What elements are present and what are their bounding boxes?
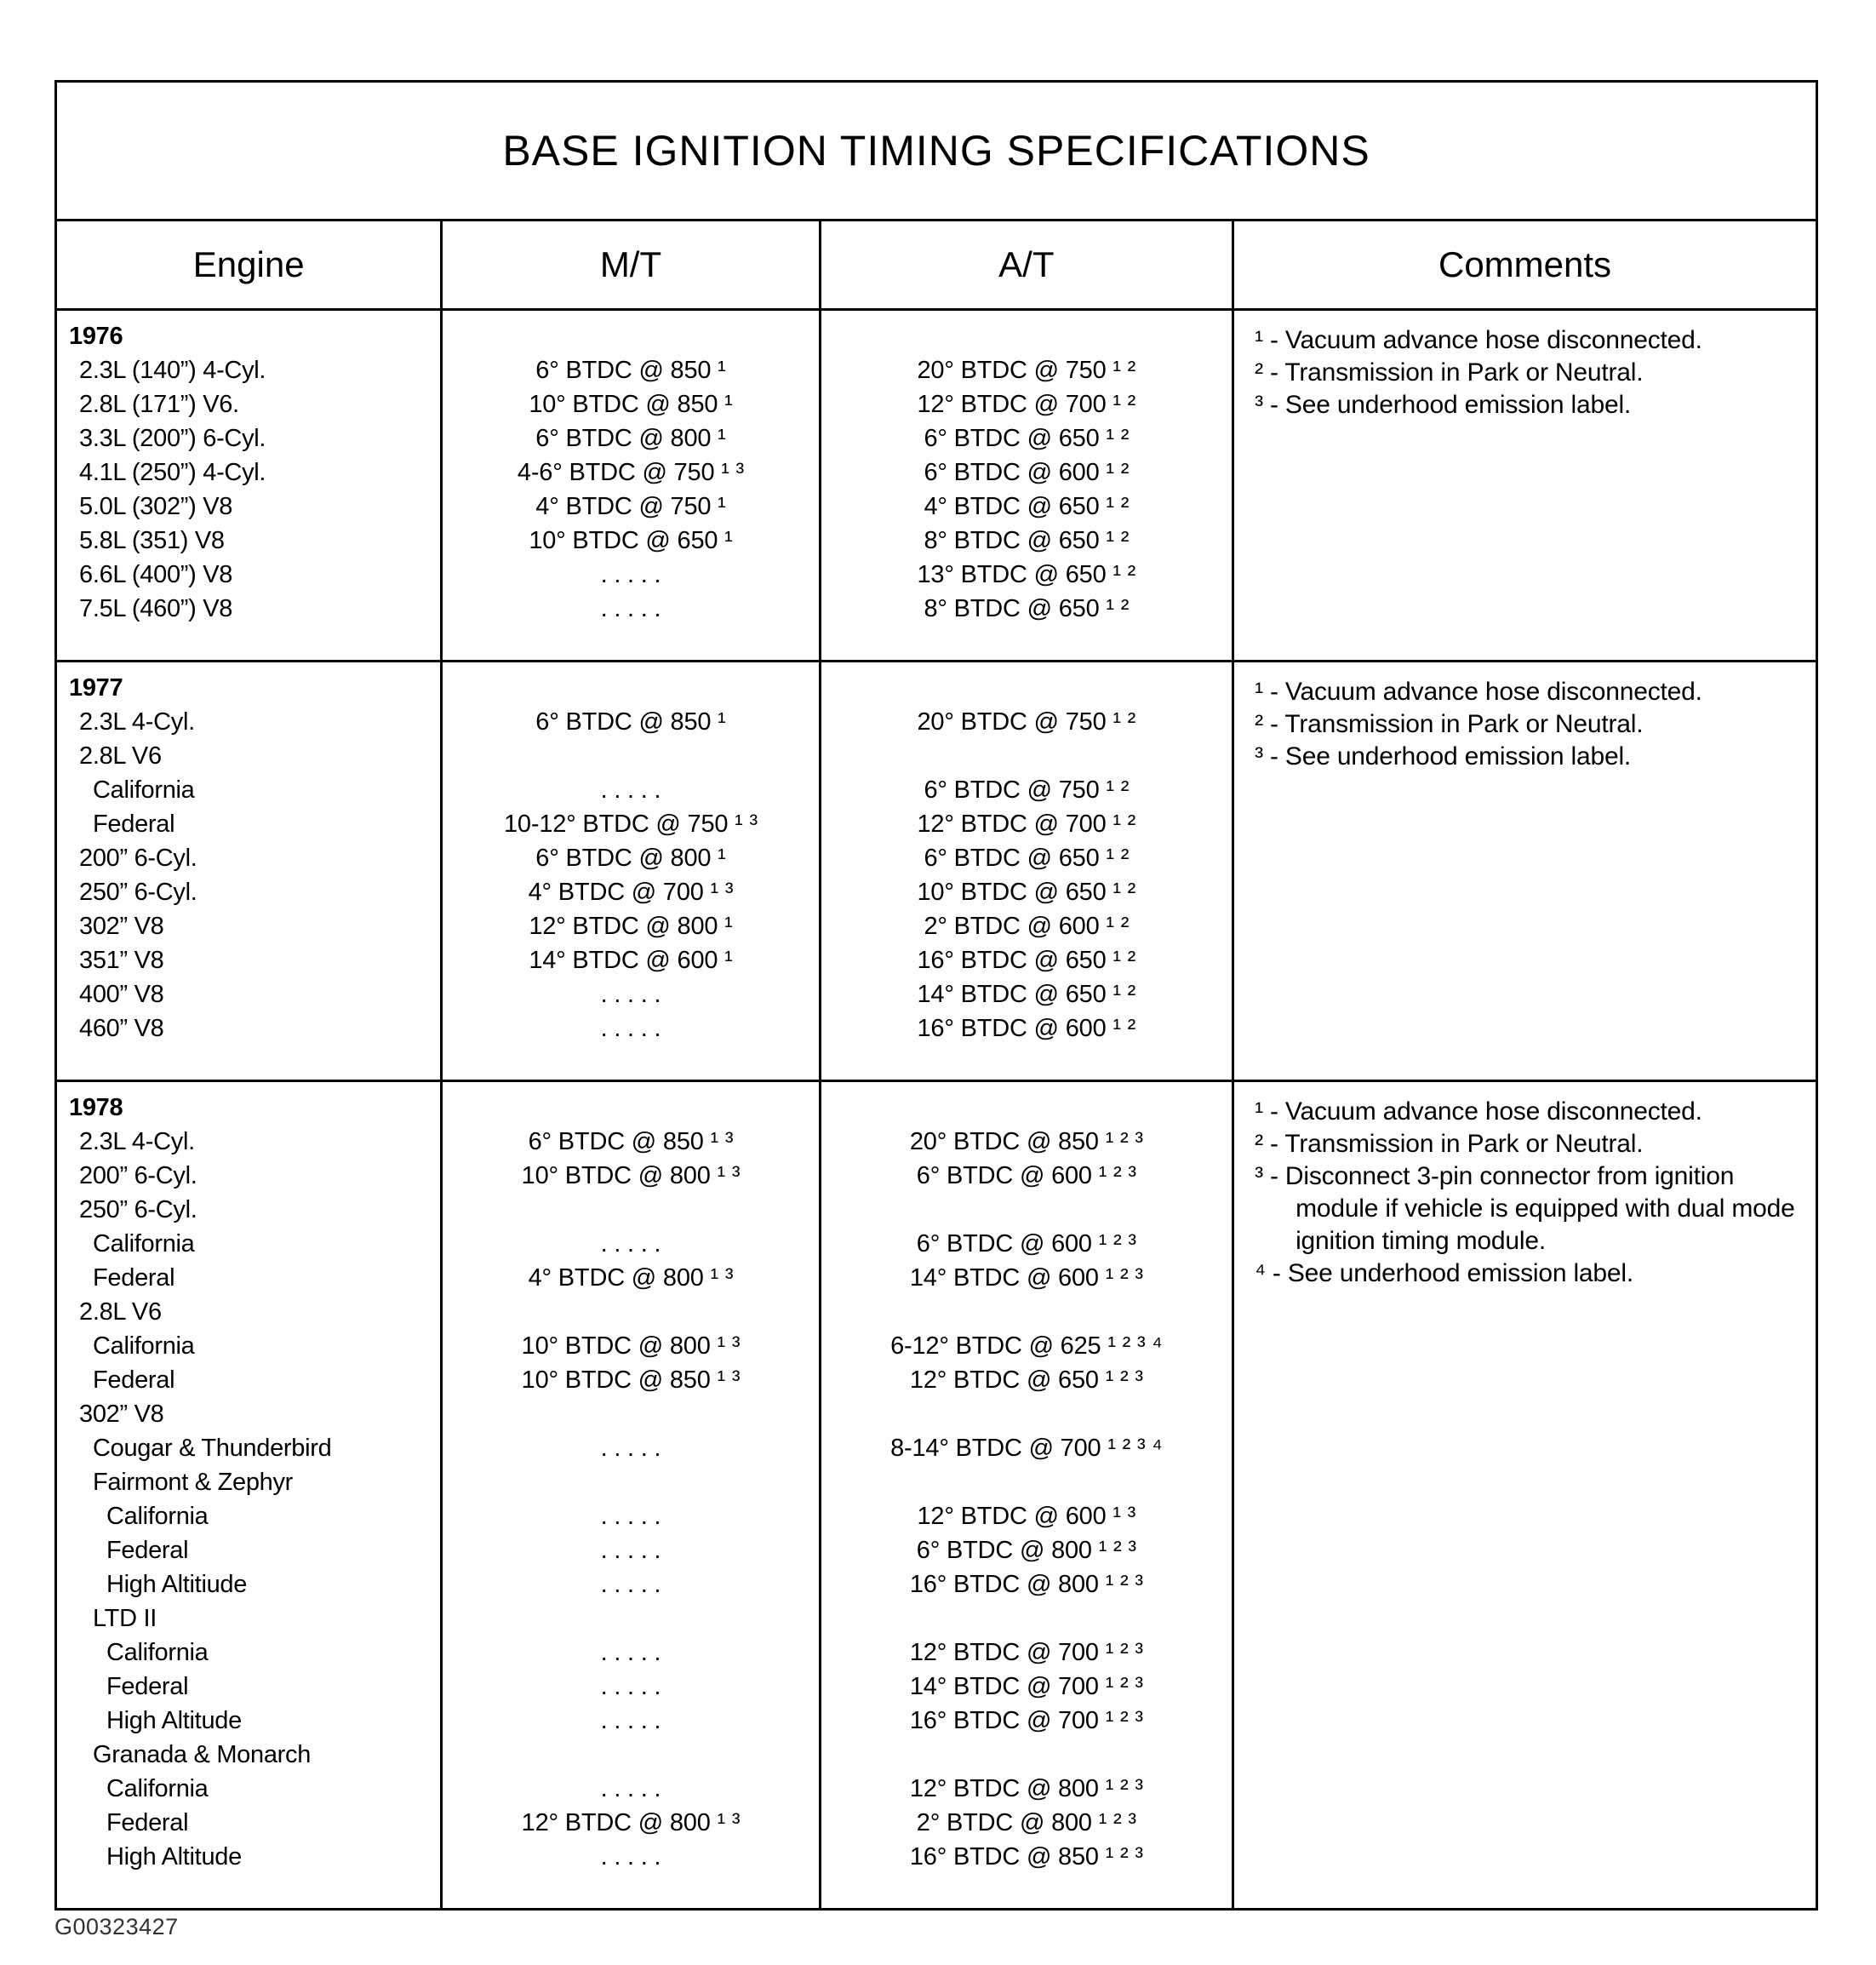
- spec-section-1976: [57, 311, 1816, 662]
- mt-value: [443, 1397, 818, 1431]
- mt-value: 6° BTDC @ 850 ¹: [535, 708, 726, 736]
- at-value: 6° BTDC @ 800 ¹ ² ³: [916, 1537, 1136, 1564]
- at-blank-line: [821, 1091, 1233, 1125]
- at-value: 6-12° BTDC @ 625 ¹ ² ³ ⁴: [890, 1332, 1163, 1360]
- engine-name: California: [106, 1639, 209, 1666]
- engine-name: 6.6L (400”) V8: [79, 561, 233, 588]
- mt-value: . . . . .: [600, 1843, 661, 1870]
- at-column: [819, 311, 1233, 660]
- mt-value: 10° BTDC @ 850 ¹ ³: [521, 1366, 741, 1394]
- mt-value: . . . . .: [600, 1015, 661, 1042]
- at-value: 14° BTDC @ 700 ¹ ² ³: [909, 1673, 1143, 1700]
- at-value: 12° BTDC @ 700 ¹ ² ³: [909, 1639, 1143, 1666]
- mt-value: 4° BTDC @ 750 ¹: [535, 493, 726, 520]
- engine-name: 4.1L (250”) 4-Cyl.: [79, 459, 266, 486]
- engine-name: Granada & Monarch: [93, 1741, 312, 1768]
- mt-value: [443, 1601, 818, 1636]
- at-value: 16° BTDC @ 600 ¹ ²: [917, 1015, 1136, 1042]
- at-value: [821, 1465, 1233, 1499]
- mt-column: [440, 1082, 818, 1908]
- at-value: 20° BTDC @ 750 ¹ ²: [917, 357, 1136, 384]
- at-value: [821, 1295, 1233, 1329]
- mt-value: 10° BTDC @ 850 ¹: [529, 391, 733, 418]
- footnote: ² - Transmission in Park or Neutral.: [1255, 358, 1644, 387]
- column-header-mt: M/T: [440, 221, 818, 308]
- footnote: ³ - See underhood emission label.: [1255, 742, 1632, 771]
- engine-name: 3.3L (200”) 6-Cyl.: [79, 425, 266, 452]
- mt-column: [440, 662, 818, 1080]
- mt-blank-line: [443, 319, 818, 353]
- engine-name: 5.8L (351) V8: [79, 527, 225, 554]
- engine-name: High Altitude: [106, 1707, 242, 1734]
- mt-value: 6° BTDC @ 850 ¹ ³: [528, 1128, 734, 1155]
- at-value: 6° BTDC @ 750 ¹ ²: [924, 776, 1130, 804]
- engine-name: 200” 6-Cyl.: [79, 1162, 197, 1189]
- engine-name: California: [93, 776, 195, 804]
- mt-value: . . . . .: [600, 1230, 661, 1257]
- engine-name: 302” V8: [79, 913, 164, 940]
- engine-column: [57, 311, 440, 660]
- footnote: ⁴ - See underhood emission label.: [1255, 1259, 1633, 1287]
- at-value: 6° BTDC @ 600 ¹ ²: [924, 459, 1130, 486]
- engine-name: 2.3L 4-Cyl.: [79, 1128, 195, 1155]
- engine-name: 5.0L (302”) V8: [79, 493, 233, 520]
- at-value: 20° BTDC @ 850 ¹ ² ³: [909, 1128, 1143, 1155]
- engine-name: Fairmont & Zephyr: [93, 1469, 294, 1496]
- mt-value: . . . . .: [600, 776, 661, 804]
- engine-name: Federal: [106, 1537, 189, 1564]
- engine-name: 2.8L (171”) V6.: [79, 391, 239, 418]
- at-value: 10° BTDC @ 650 ¹ ²: [917, 879, 1136, 906]
- year-label: 1977: [69, 674, 123, 702]
- mt-value: . . . . .: [600, 1435, 661, 1462]
- column-header-comments: Comments: [1232, 221, 1816, 308]
- spec-section-1978: [57, 1082, 1816, 1908]
- at-column: [819, 662, 1233, 1080]
- column-header-at: A/T: [819, 221, 1233, 308]
- engine-name: California: [106, 1775, 209, 1802]
- mt-value: . . . . .: [600, 1537, 661, 1564]
- at-value: 6° BTDC @ 600 ¹ ² ³: [916, 1230, 1136, 1257]
- mt-value: 6° BTDC @ 800 ¹: [535, 425, 726, 452]
- engine-name: 250” 6-Cyl.: [79, 1196, 197, 1223]
- at-value: 4° BTDC @ 650 ¹ ²: [924, 493, 1130, 520]
- footnote: ¹ - Vacuum advance hose disconnected.: [1255, 1097, 1702, 1126]
- engine-name: 200” 6-Cyl.: [79, 845, 197, 872]
- at-value: [821, 1601, 1233, 1636]
- at-value: [821, 1397, 1233, 1431]
- mt-value: . . . . .: [600, 1503, 661, 1530]
- at-value: 8° BTDC @ 650 ¹ ²: [924, 595, 1130, 622]
- spec-table-body: [57, 311, 1816, 1908]
- engine-name: 2.3L (140”) 4-Cyl.: [79, 357, 266, 384]
- engine-name: 302” V8: [79, 1401, 164, 1428]
- mt-value: [443, 1295, 818, 1329]
- engine-name: 7.5L (460”) V8: [79, 595, 233, 622]
- at-value: 6° BTDC @ 650 ¹ ²: [924, 425, 1130, 452]
- mt-value: 10-12° BTDC @ 750 ¹ ³: [504, 811, 758, 838]
- comments-column: [1232, 311, 1816, 660]
- engine-name: 2.8L V6: [79, 742, 162, 770]
- at-value: 20° BTDC @ 750 ¹ ²: [917, 708, 1136, 736]
- at-value: [821, 1738, 1233, 1772]
- mt-value: . . . . .: [600, 1775, 661, 1802]
- comments-column: [1232, 1082, 1816, 1908]
- at-value: 16° BTDC @ 650 ¹ ²: [917, 947, 1136, 974]
- mt-value: 6° BTDC @ 800 ¹: [535, 845, 726, 872]
- at-value: 16° BTDC @ 800 ¹ ² ³: [909, 1571, 1143, 1598]
- mt-value: 10° BTDC @ 650 ¹: [529, 527, 733, 554]
- mt-blank-line: [443, 671, 818, 705]
- engine-name: California: [106, 1503, 209, 1530]
- engine-name: 460” V8: [79, 1015, 164, 1042]
- figure-id: G00323427: [54, 1914, 179, 1939]
- year-label: 1978: [69, 1094, 123, 1121]
- at-column: [819, 1082, 1233, 1908]
- spec-table: [54, 80, 1818, 1911]
- at-value: 2° BTDC @ 800 ¹ ² ³: [916, 1809, 1136, 1836]
- engine-name: Federal: [93, 811, 175, 838]
- engine-name: 2.3L 4-Cyl.: [79, 708, 195, 736]
- footnote: ³ - See underhood emission label.: [1255, 391, 1632, 419]
- at-value: 13° BTDC @ 650 ¹ ²: [917, 561, 1136, 588]
- mt-column: [440, 311, 818, 660]
- mt-value: 10° BTDC @ 800 ¹ ³: [521, 1162, 741, 1189]
- engine-name: California: [93, 1332, 195, 1360]
- mt-value: 12° BTDC @ 800 ¹: [529, 913, 733, 940]
- footnote: ² - Transmission in Park or Neutral.: [1255, 710, 1644, 738]
- at-value: 16° BTDC @ 850 ¹ ² ³: [909, 1843, 1143, 1870]
- at-value: 14° BTDC @ 650 ¹ ²: [917, 981, 1136, 1008]
- at-value: 16° BTDC @ 700 ¹ ² ³: [909, 1707, 1143, 1734]
- engine-name: 250” 6-Cyl.: [79, 879, 197, 906]
- at-value: [821, 1193, 1233, 1227]
- mt-value: 12° BTDC @ 800 ¹ ³: [521, 1809, 741, 1836]
- engine-name: LTD II: [93, 1605, 157, 1632]
- mt-value: . . . . .: [600, 981, 661, 1008]
- mt-value: [443, 1465, 818, 1499]
- mt-value: [443, 1738, 818, 1772]
- at-value: 6° BTDC @ 600 ¹ ² ³: [916, 1162, 1136, 1189]
- engine-name: Federal: [106, 1809, 189, 1836]
- footnote: ¹ - Vacuum advance hose disconnected.: [1255, 678, 1702, 706]
- engine-name: 400” V8: [79, 981, 164, 1008]
- page-title: BASE IGNITION TIMING SPECIFICATIONS: [57, 83, 1816, 221]
- mt-value: 4° BTDC @ 800 ¹ ³: [528, 1264, 734, 1292]
- mt-value: 6° BTDC @ 850 ¹: [535, 357, 726, 384]
- engine-name: 2.8L V6: [79, 1298, 162, 1326]
- at-value: 6° BTDC @ 650 ¹ ²: [924, 845, 1130, 872]
- mt-value: 4° BTDC @ 700 ¹ ³: [528, 879, 734, 906]
- mt-blank-line: [443, 1091, 818, 1125]
- engine-name: High Altitude: [106, 1843, 242, 1870]
- comments-column: [1232, 662, 1816, 1080]
- at-value: 8-14° BTDC @ 700 ¹ ² ³ ⁴: [890, 1435, 1163, 1462]
- at-blank-line: [821, 671, 1233, 705]
- mt-value: 4-6° BTDC @ 750 ¹ ³: [517, 459, 745, 486]
- mt-value: 14° BTDC @ 600 ¹: [529, 947, 733, 974]
- mt-value: [443, 739, 818, 773]
- engine-name: Cougar & Thunderbird: [93, 1435, 332, 1462]
- engine-name: High Altitiude: [106, 1571, 248, 1598]
- at-value: [821, 739, 1233, 773]
- mt-value: . . . . .: [600, 561, 661, 588]
- engine-name: Federal: [93, 1366, 175, 1394]
- engine-name: California: [93, 1230, 195, 1257]
- at-value: 12° BTDC @ 700 ¹ ²: [917, 811, 1136, 838]
- at-value: 8° BTDC @ 650 ¹ ²: [924, 527, 1130, 554]
- footnote: ³ - Disconnect 3-pin connector from ignition module if vehicle is equipped with dual mode ignition timing module.: [1255, 1162, 1795, 1255]
- at-value: 12° BTDC @ 700 ¹ ²: [917, 391, 1136, 418]
- at-blank-line: [821, 319, 1233, 353]
- year-label: 1976: [69, 323, 123, 350]
- mt-value: . . . . .: [600, 595, 661, 622]
- mt-value: . . . . .: [600, 1673, 661, 1700]
- footnote: ¹ - Vacuum advance hose disconnected.: [1255, 326, 1702, 354]
- mt-value: . . . . .: [600, 1707, 661, 1734]
- column-header-row: [57, 221, 1816, 311]
- engine-name: Federal: [106, 1673, 189, 1700]
- mt-value: 10° BTDC @ 800 ¹ ³: [521, 1332, 741, 1360]
- mt-value: . . . . .: [600, 1571, 661, 1598]
- at-value: 12° BTDC @ 800 ¹ ² ³: [909, 1775, 1143, 1802]
- at-value: 12° BTDC @ 650 ¹ ² ³: [909, 1366, 1143, 1394]
- mt-value: . . . . .: [600, 1639, 661, 1666]
- at-value: 14° BTDC @ 600 ¹ ² ³: [909, 1264, 1143, 1292]
- footnote: ² - Transmission in Park or Neutral.: [1255, 1130, 1644, 1158]
- at-value: 12° BTDC @ 600 ¹ ³: [917, 1503, 1136, 1530]
- mt-value: [443, 1193, 818, 1227]
- engine-column: [57, 662, 440, 1080]
- column-header-engine: Engine: [192, 244, 305, 284]
- engine-name: Federal: [93, 1264, 175, 1292]
- engine-column: [57, 1082, 440, 1908]
- spec-section-1977: [57, 662, 1816, 1082]
- at-value: 2° BTDC @ 600 ¹ ²: [924, 913, 1130, 940]
- engine-name: 351” V8: [79, 947, 164, 974]
